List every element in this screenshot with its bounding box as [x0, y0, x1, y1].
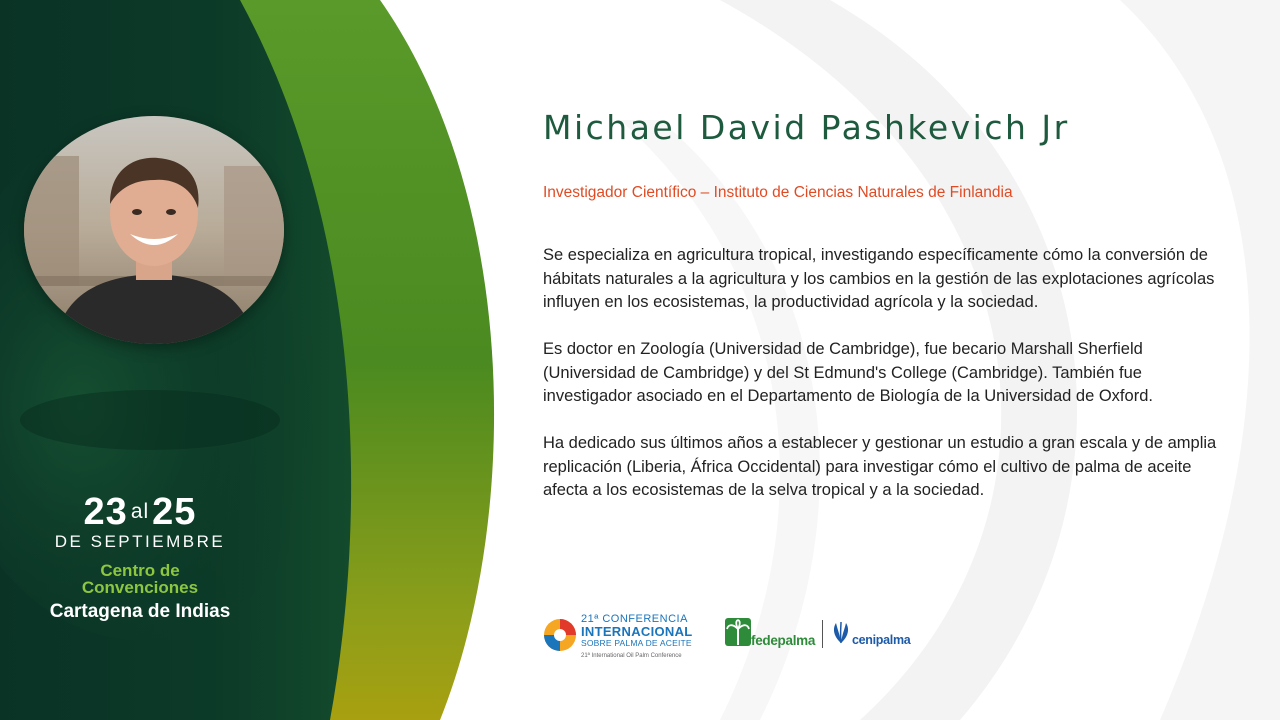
conference-line-4: 21ª International Oil Palm Conference [581, 653, 682, 659]
conference-logo [543, 612, 713, 664]
event-dates [20, 488, 260, 536]
cenipalma-text: cenipalma [852, 633, 911, 647]
conference-line-1: 21ª CONFERENCIA [581, 613, 688, 625]
fedepalma-palm-icon [724, 617, 752, 647]
speaker-bio [543, 244, 1223, 526]
bio-paragraph: Ha dedicado sus últimos años a establecer y gestionar un estudio a gran escala y de amplia replicación (Liberia, África Occidental) para investigar cómo el cultivo de palma de aceite afecta a los ecosistemas de la selva tropical y a la sociedad. [543, 434, 1217, 499]
bio-paragraph: Se especializa en agricultura tropical, investigando específicamente cómo la conversión de hábitats naturales a la agricultura y los cambios en la gestión de las explotaciones agrícolas influyen en los ecosistemas, la productividad agrícola y la sociedad. [543, 246, 1215, 311]
speaker-photo [24, 116, 284, 344]
fedepalma-logo [724, 617, 824, 651]
bio-paragraph: Es doctor en Zoología (Universidad de Cambridge), fue becario Marshall Sherfield (Universidad de Cambridge) y del St Edmund's College (Cambridge). También fue investigador asociado en el Departamento de Biología de la Universidad de Oxford. [543, 340, 1153, 405]
event-city: Cartagena de Indias [49, 601, 231, 622]
fedepalma-text: fedepalma [751, 633, 816, 648]
conference-line-3: SOBRE PALMA DE ACEITE [581, 638, 692, 648]
cenipalma-logo [830, 619, 910, 653]
day-start: 23 [83, 491, 128, 533]
event-info [20, 488, 260, 623]
venue-line-1: Centro de [100, 561, 180, 580]
speaker-name: Michael David Pashkevich Jr [543, 108, 1070, 147]
venue-line-2: Convenciones [81, 578, 199, 597]
speaker-role: Investigador Científico – Instituto de Ciencias Naturales de Finlandia [543, 184, 1013, 201]
day-connector: al [130, 500, 150, 523]
cenipalma-leaf-icon [830, 621, 852, 645]
day-end: 25 [152, 491, 197, 533]
conference-logo-icon [543, 618, 577, 652]
event-month: DE SEPTIEMBRE [54, 532, 226, 551]
logo-divider [822, 620, 823, 648]
conference-line-2: INTERNACIONAL [581, 624, 693, 639]
